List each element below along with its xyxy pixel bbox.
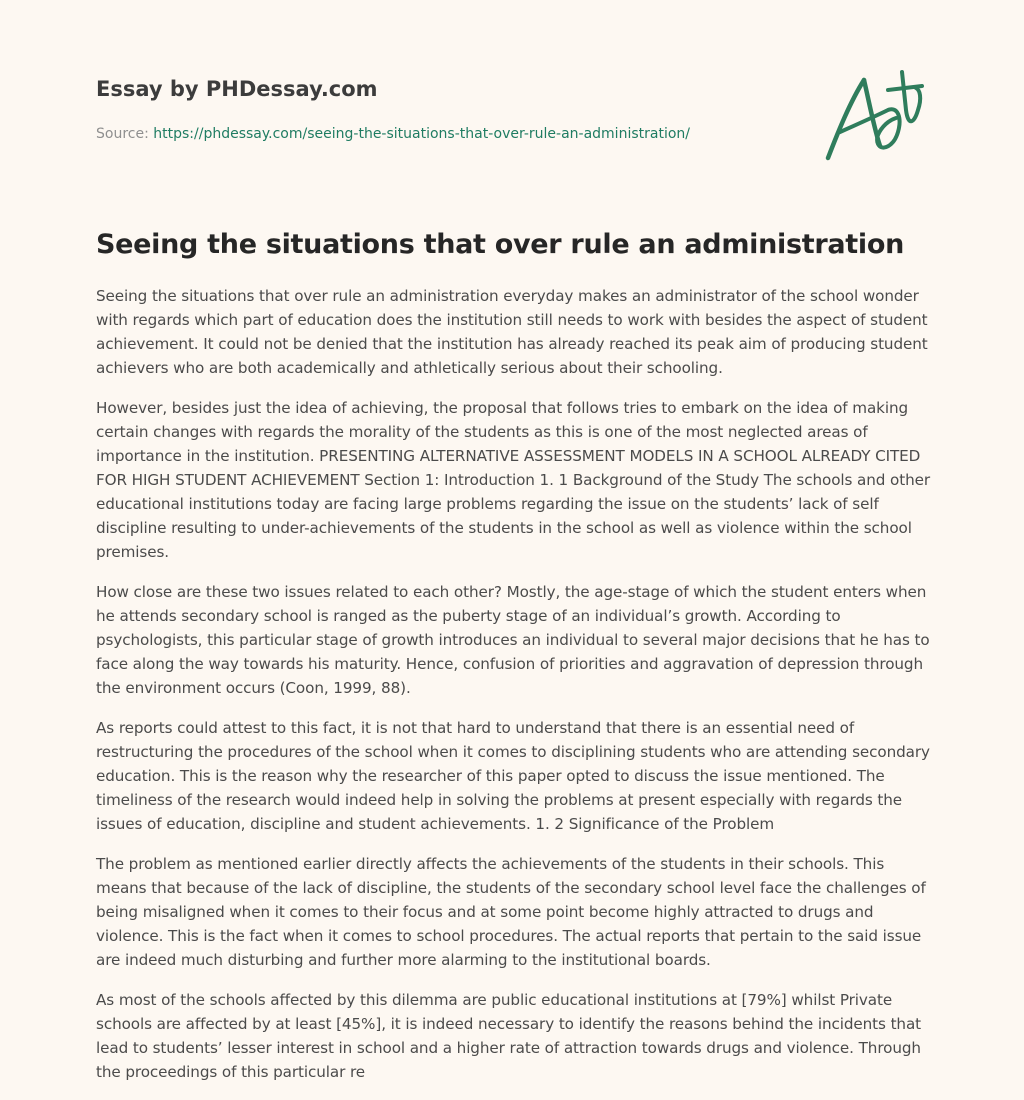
paragraph: How close are these two issues related to each other? Mostly, the age-stage of which the student enters when he attends secondary school is ranged as the puberty stage of an individual’s growth. According to psychologists, this particular stage of growth introduces an individual to several major decisions that he has to face along the way towards his maturity. Hence, confusion of priorities and aggravation of depression through the environment occurs (Coon, 1999, 88). [96,583,930,697]
paragraph: As most of the schools affected by this dilemma are public educational institutions at [79%] whilst Private schools are affected by at least [45%], it is indeed necessary to identify the reasons behind the incidents that lead to students’ lesser interest in school and a higher rate of attraction towards drugs and violence. Through the proceedings of this particular re [96,991,922,1081]
source-link[interactable]: https://phdessay.com/seeing-the-situations-that-over-rule-an-administration/ [153,126,690,142]
paragraph: Seeing the situations that over rule an administration everyday makes an administrator of the school wonder with regards which part of education does the institution still needs to work with besides the aspect of student achievement. It could not be denied that the institution has already reached its peak aim of producing student achievers who are both academically and athletically serious about their schooling. [96,287,928,377]
paragraph: The problem as mentioned earlier directly affects the achievements of the students in their schools. This means that because of the lack of discipline, the students of the secondary school level face the challenges of being misaligned when it comes to their focus and at some point become highly attracted to drugs and violence. This is the fact when it comes to school procedures. The actual reports that pertain to the said issue are indeed much disturbing and further more alarming to the institutional boards. [96,855,926,969]
article-title: Seeing the situations that over rule an administration [96,229,905,260]
paragraph: However, besides just the idea of achieving, the proposal that follows tries to embark on the idea of making certain changes with regards the morality of the students as this is one of the most neglected areas of importance in the institution. PRESENTING ALTERNATIVE ASSESSMENT MODELS IN A SCHOOL ALREADY CITED FOR HIGH STUDENT ACHIEVEMENT Section 1: Introduction 1. 1 Background of the Study The schools and other educational institutions today are facing large problems regarding the issue on the students’ lack of self discipline resulting to under-achievements of the students in the school as well as violence within the school premises. [96,399,931,561]
source-line [96,124,796,144]
paragraph: As reports could attest to this fact, it is not that hard to understand that there is an essential need of restructuring the procedures of the school when it comes to disciplining students who are attending secondary education. This is the reason why the researcher of this paper opted to discuss the issue mentioned. The timeliness of the research would indeed help in solving the problems at present especially with regards the issues of education, discipline and student achievements. 1. 2 Significance of the Problem [96,719,930,833]
a-plus-logo-icon [818,66,930,166]
article-body [96,284,932,1100]
brand-title: Essay by PHDessay.com [96,77,378,101]
source-label: Source: [96,126,149,142]
page-header [96,74,796,144]
